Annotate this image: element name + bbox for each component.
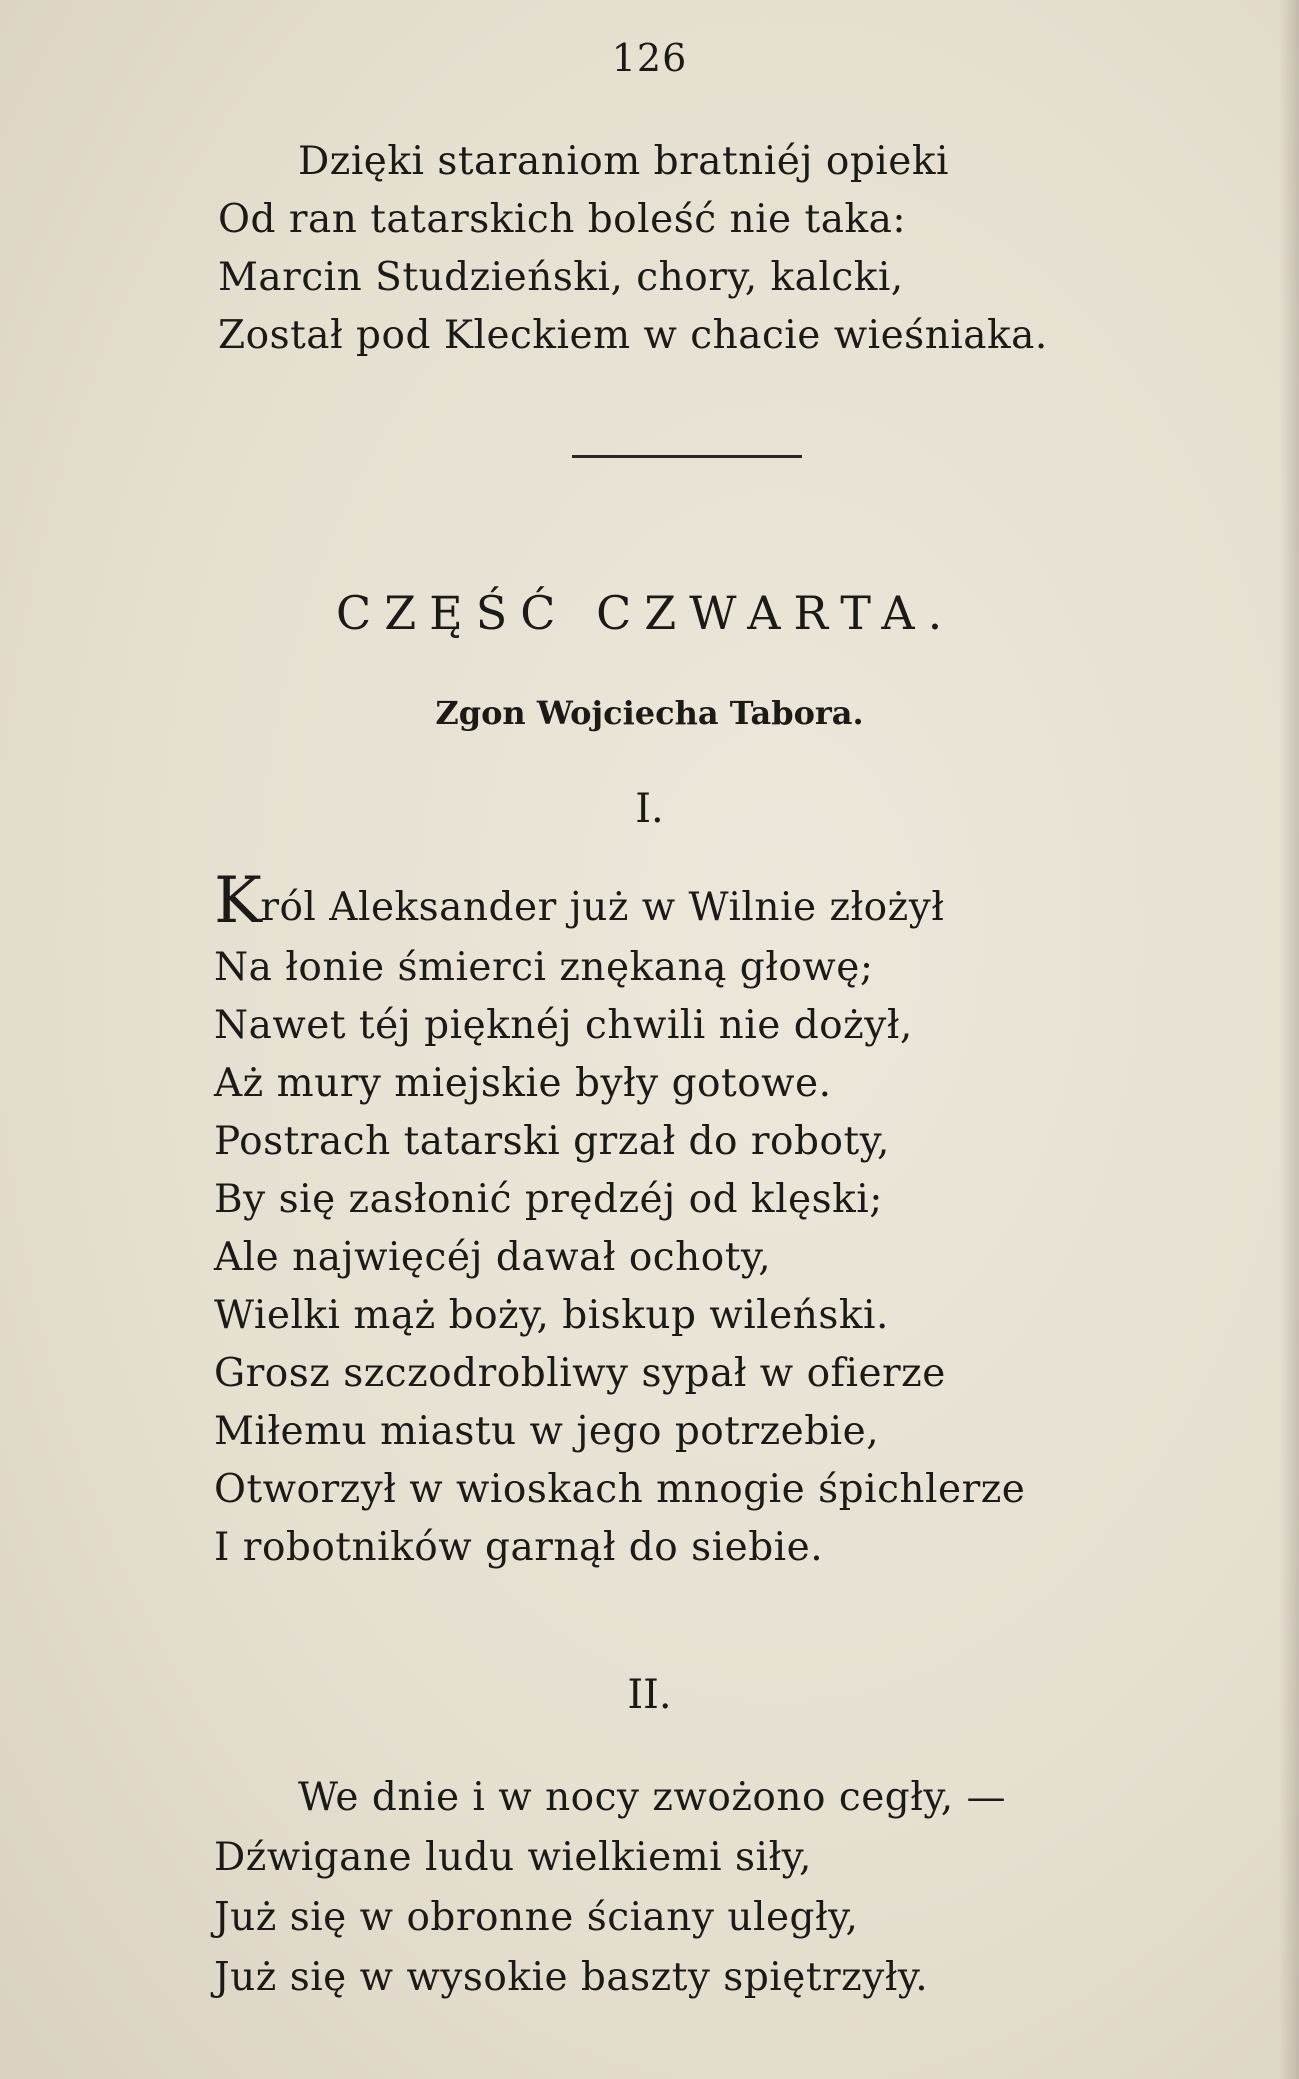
section-divider <box>572 455 802 458</box>
verse-line: Miłemu miastu w jego potrzebie, <box>214 1409 880 1454</box>
verse-line: Został pod Kleckiem w chacie wieśniaka. <box>218 313 1048 358</box>
page-edge-shadow <box>1279 0 1299 2079</box>
verse-line: Wielki mąż boży, biskup wileński. <box>214 1293 889 1338</box>
verse-line: Postrach tatarski grzał do roboty, <box>214 1119 890 1164</box>
verse-line: Marcin Studzieński, chory, kalcki, <box>218 255 904 300</box>
section-numeral-one: I. <box>635 786 664 832</box>
drop-cap: K <box>214 864 263 938</box>
verse-line-rest: ról Aleksander już w Wilnie złożył <box>260 885 945 930</box>
verse-line: By się zasłonić prędzéj od klęski; <box>214 1177 883 1222</box>
verse-line: Grosz szczodrobliwy sypał w ofierze <box>214 1351 946 1396</box>
page-number: 126 <box>611 36 688 80</box>
verse-line: Nawet téj pięknéj chwili nie dożył, <box>214 1003 913 1048</box>
part-title: CZĘŚĆ CZWARTA. <box>336 586 956 640</box>
verse-line: Już się w wysokie baszty spiętrzyły. <box>214 1955 929 2000</box>
verse-line: Już się w obronne ściany uległy, <box>214 1895 859 1940</box>
verse-line: Dźwigane ludu wielkiemi siły, <box>214 1835 812 1880</box>
verse-line: We dnie i w nocy zwożono cegły, — <box>298 1775 1007 1820</box>
verse-line: Dzięki staraniom bratniéj opieki <box>298 139 949 184</box>
verse-line: Ale najwięcéj dawał ochoty, <box>214 1235 772 1280</box>
section-numeral-two: II. <box>627 1672 672 1718</box>
verse-line: Aż mury miejskie były gotowe. <box>214 1061 832 1106</box>
verse-line: I robotników garnął do siebie. <box>214 1525 824 1570</box>
verse-line-first <box>214 864 945 938</box>
verse-line: Otworzył w wioskach mnogie śpichlerze <box>214 1467 1026 1512</box>
verse-line: Na łonie śmierci znękaną głowę; <box>214 945 874 990</box>
chapter-subtitle: Zgon Wojciecha Tabora. <box>435 694 864 732</box>
verse-line: Od ran tatarskich boleść nie taka: <box>218 197 906 242</box>
